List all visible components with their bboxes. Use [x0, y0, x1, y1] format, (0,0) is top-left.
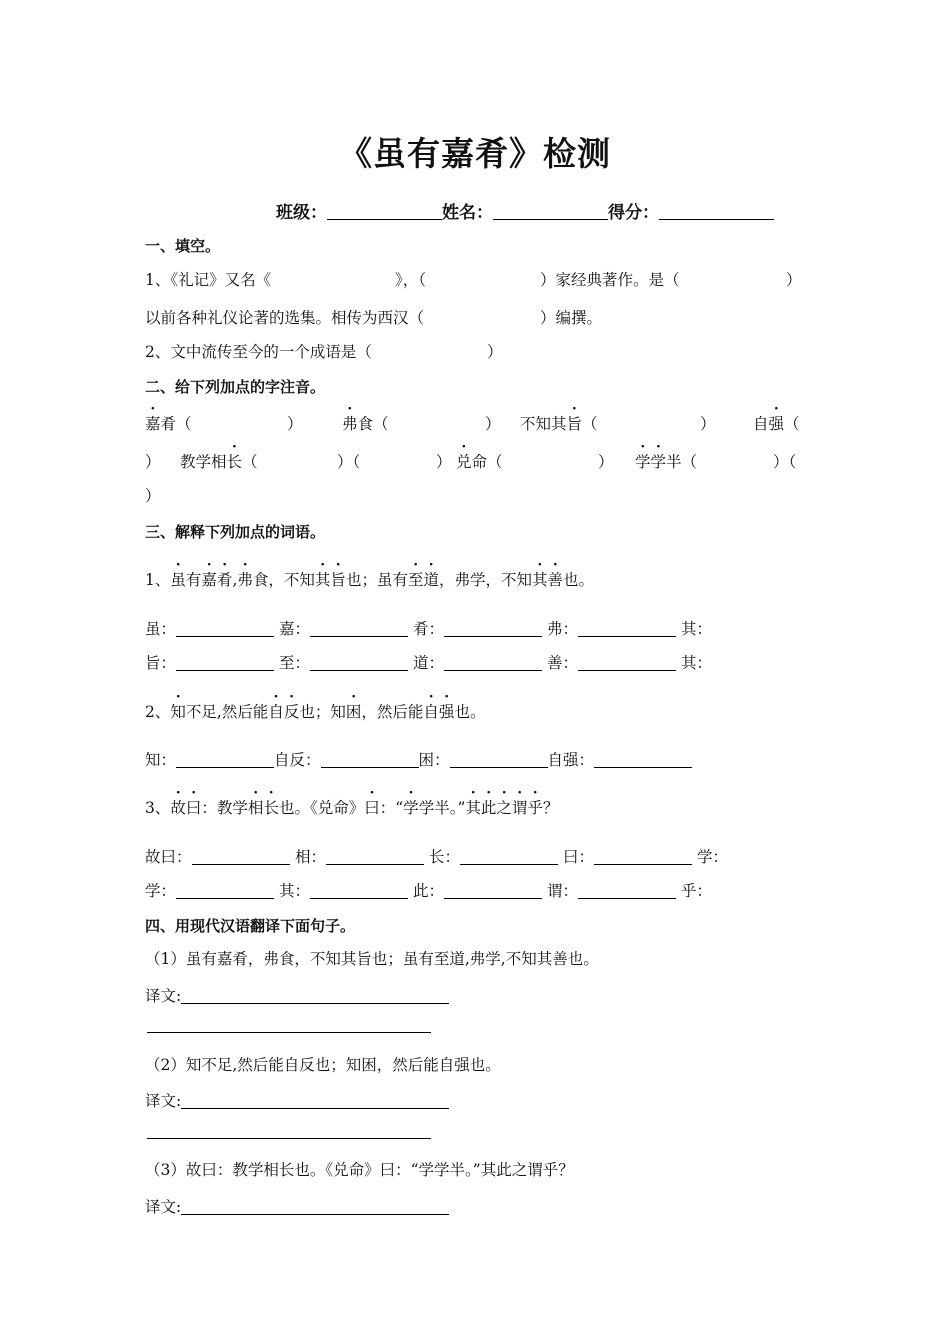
- answer-blank[interactable]: [176, 655, 274, 671]
- class-label: 班级：: [276, 203, 327, 223]
- dotted-char: 旨: [566, 415, 583, 433]
- answer-blank[interactable]: [594, 752, 692, 768]
- answer-blank[interactable]: [176, 621, 274, 637]
- answer-blank[interactable]: [578, 655, 676, 671]
- pinyin-close: ）: [436, 453, 452, 471]
- pinyin-close: ）: [598, 453, 614, 471]
- pinyin-blank-pair: ）（: [337, 453, 361, 471]
- answer-blank[interactable]: [578, 883, 676, 899]
- pinyin-blank-pair: ）（: [773, 453, 797, 471]
- pinyin-close: ）: [700, 415, 716, 433]
- s1-q1-part-3: ）家经典著作。是（: [540, 271, 680, 289]
- score-label: 得分：: [608, 203, 659, 223]
- s4-q1-text: （1）虽有嘉肴，弗食，不知其旨也；虽有至道,弗学,不知其善也。: [145, 950, 599, 968]
- answer-blank[interactable]: [176, 883, 274, 899]
- answer-blank[interactable]: [578, 621, 676, 637]
- pinyin-item-zhang: 教学相长（: [180, 453, 258, 471]
- answer-blank[interactable]: [310, 621, 408, 637]
- s4-q3-text: （3）故曰：教学相长也。《兑命》曰：“学学半。”其此之谓乎？: [145, 1161, 574, 1179]
- s4-q1-translation: 译文:: [145, 984, 449, 1006]
- s1-q1-part-1: 1、《礼记》又名《: [145, 271, 272, 289]
- answer-blank[interactable]: [321, 752, 419, 768]
- s1-q2-text: 2、文中流传至今的一个成语是（: [145, 343, 372, 361]
- dotted-char: 弗: [342, 415, 358, 433]
- dotted-char: 强: [768, 415, 785, 433]
- answer-blank[interactable]: [450, 752, 548, 768]
- s3-q1-answer-row-2: 旨： 至： 道： 善： 其：: [145, 654, 713, 672]
- pinyin-close: ）: [145, 487, 161, 505]
- s1-q2-close: ）: [487, 343, 503, 361]
- s3-q1-answer-row-1: 虽： 嘉： 肴： 弗： 其：: [145, 620, 713, 638]
- answer-blank[interactable]: [192, 849, 290, 865]
- answer-blank[interactable]: [460, 849, 558, 865]
- answer-blank[interactable]: [326, 849, 424, 865]
- section-1-heading: 一、填空。: [145, 237, 221, 255]
- dotted-char: 学: [650, 453, 667, 471]
- answer-blank[interactable]: [444, 655, 542, 671]
- s1-q1-line2-part-2: ）编撰。: [540, 309, 603, 327]
- class-field[interactable]: [327, 201, 442, 220]
- answer-blank[interactable]: [176, 752, 274, 768]
- answer-blank[interactable]: [594, 849, 692, 865]
- s4-q2-translation: 译文:: [145, 1089, 449, 1111]
- translation-line[interactable]: [181, 1199, 449, 1215]
- section-3-heading: 三、解释下列加点的词语。: [145, 523, 326, 541]
- translation-line[interactable]: [181, 988, 449, 1004]
- s3-q3-sentence: 3、故曰：教学相长也。《兑命》曰：“学学半。”其此之谓乎？: [145, 799, 559, 817]
- s1-q1-part-2: 》，（: [395, 271, 427, 289]
- dotted-char: 学: [635, 453, 651, 471]
- s3-q2-sentence: 2、知不足,然后能自反也；知困，然后能自强也。: [145, 703, 486, 721]
- pinyin-close: ）: [287, 415, 303, 433]
- dotted-char: 嘉: [145, 415, 161, 433]
- pinyin-item-ziqiang: 自强（: [753, 415, 800, 433]
- s1-q1-line2-part-1: 以前各种礼仪论著的选集。相传为西汉（: [145, 309, 425, 327]
- page-title: 《虽有嘉肴》检测: [339, 134, 611, 173]
- answer-blank[interactable]: [444, 621, 542, 637]
- s4-q3-translation: 译文:: [145, 1195, 449, 1217]
- s3-q3-answer-row-2: 学： 其： 此： 谓： 乎：: [145, 882, 713, 900]
- name-label: 姓名：: [442, 203, 493, 223]
- section-4-heading: 四、用现代汉语翻译下面句子。: [145, 917, 356, 935]
- pinyin-item-jiayao: 嘉肴（: [145, 415, 192, 433]
- answer-blank[interactable]: [310, 655, 408, 671]
- pinyin-item-xuexue: 学学半（: [635, 453, 698, 471]
- s3-q3-answer-row-1: 故曰： 相： 长： 曰： 学：: [145, 848, 729, 866]
- student-info-row: [276, 198, 774, 223]
- s1-q1-part-4: ）: [786, 271, 802, 289]
- s4-q2-text: （2）知不足,然后能自反也；知困，然后能自强也。: [145, 1056, 501, 1074]
- translation-line[interactable]: [147, 1032, 431, 1033]
- name-field[interactable]: [493, 201, 608, 220]
- s3-q1-sentence: 1、虽有嘉肴,弗食，不知其旨也；虽有至道，弗学，不知其善也。: [145, 571, 595, 589]
- pinyin-close: ）: [145, 453, 161, 471]
- translation-line[interactable]: [181, 1093, 449, 1109]
- answer-blank[interactable]: [444, 883, 542, 899]
- pinyin-item-yueming: 兑命（: [456, 453, 503, 471]
- dotted-char: 长: [226, 453, 243, 471]
- pinyin-item-fushi: 弗食（: [342, 415, 389, 433]
- s3-q2-answer-row: 知： 自反： 困： 自强：: [145, 748, 692, 770]
- pinyin-item-zhi: 不知其旨（: [520, 415, 598, 433]
- pinyin-close: ）: [485, 415, 501, 433]
- score-field[interactable]: [659, 201, 774, 220]
- section-2-heading: 二、给下列加点的字注音。: [145, 378, 326, 396]
- dotted-char: 兑: [456, 453, 472, 471]
- answer-blank[interactable]: [310, 883, 408, 899]
- translation-line[interactable]: [147, 1138, 431, 1139]
